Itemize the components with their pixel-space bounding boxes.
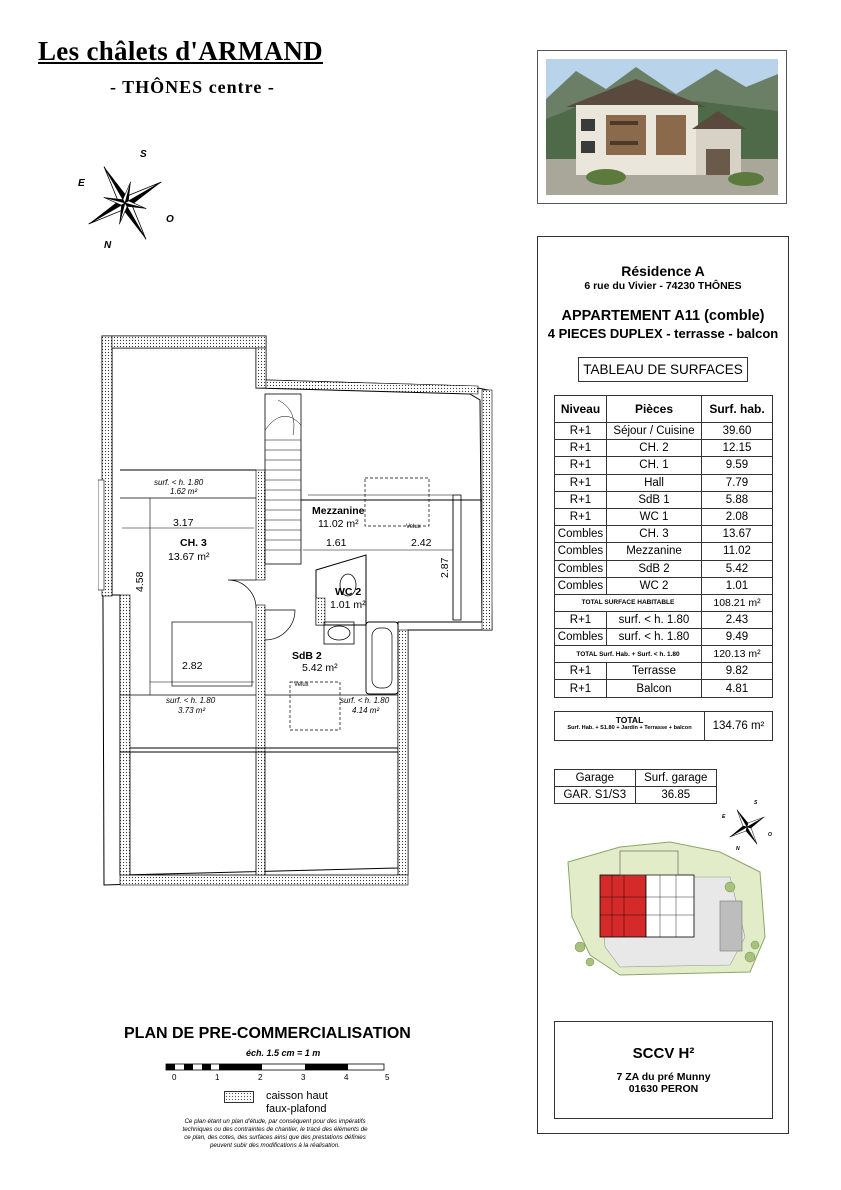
table-row	[555, 423, 773, 440]
table-cell: 1.01	[702, 577, 773, 594]
table-cell: R+1	[555, 663, 607, 680]
site-plan-map	[560, 837, 770, 982]
sdb2-area: 5.42 m²	[302, 662, 338, 674]
disclaimer-text: Ce plan étant un plan d'étude, par conséquent pour des impératifs techniques ou des contraintes de chantier, le tracé des éléments de ce plan, des cotes, des surfaces ainsi que des prestations définies peuvent subir des modifications à la réalisation.	[182, 1118, 368, 1149]
table-row	[555, 680, 773, 697]
compass-s-label: S	[140, 149, 147, 160]
compass-n-label: N	[104, 240, 112, 251]
sdb2-name: SdB 2	[292, 650, 322, 662]
table-cell: 9.49	[702, 629, 773, 646]
table-cell: Séjour / Cuisine	[607, 423, 702, 440]
table-cell: CH. 1	[607, 457, 702, 474]
ch3-name: CH. 3	[180, 537, 207, 549]
table-row	[555, 491, 773, 508]
table-row	[555, 526, 773, 543]
total-habitable-label: TOTAL SURFACE HABITABLE	[555, 594, 702, 611]
info-panel	[537, 236, 789, 1134]
table-cell: surf. < h. 1.80	[607, 611, 702, 628]
scale-tick-3: 3	[301, 1073, 306, 1082]
wc2-name: WC 2	[335, 586, 362, 598]
table-row	[555, 508, 773, 525]
small-compass-n: N	[736, 846, 740, 852]
table-cell: 39.60	[702, 423, 773, 440]
surfaces-table-title: TABLEAU DE SURFACES	[578, 357, 748, 382]
developer-address-1: 7 ZA du pré Munny	[616, 1071, 711, 1083]
dim-282: 2.82	[182, 660, 203, 672]
table-row	[555, 440, 773, 457]
table-cell: Combles	[555, 560, 607, 577]
table-cell: R+1	[555, 680, 607, 697]
table-cell: 5.42	[702, 560, 773, 577]
table-cell: Terrasse	[607, 663, 702, 680]
grand-total-value: 134.76 m²	[712, 720, 765, 732]
residence-name: Résidence A	[621, 263, 705, 279]
scale-bar	[162, 1060, 398, 1086]
table-cell: WC 1	[607, 508, 702, 525]
header-pieces: Pièces	[607, 396, 702, 423]
table-cell: Combles	[555, 543, 607, 560]
header-niveau: Niveau	[555, 396, 607, 423]
table-cell: 9.59	[702, 457, 773, 474]
table-cell: Combles	[555, 629, 607, 646]
legend-text-2: faux-plafond	[266, 1103, 327, 1115]
grand-total-label: TOTAL	[615, 715, 644, 725]
plan-title: PLAN DE PRE-COMMERCIALISATION	[124, 1025, 411, 1042]
scale-tick-0: 0	[172, 1073, 177, 1082]
table-cell: SdB 2	[607, 560, 702, 577]
total-habitable-row	[555, 594, 773, 611]
table-cell: 9.82	[702, 663, 773, 680]
dim-317: 3.17	[173, 517, 194, 529]
table-cell: R+1	[555, 611, 607, 628]
surfaces-table	[554, 395, 773, 698]
developer-name: SCCV H²	[632, 1045, 695, 1062]
table-row	[555, 457, 773, 474]
document-title: Les châlets d'ARMAND	[38, 36, 323, 66]
building-photo-frame	[537, 50, 787, 204]
garage-surf-header: Surf. garage	[635, 770, 716, 787]
surf1-label: surf. < h. 1.80	[154, 478, 204, 487]
table-cell: WC 2	[607, 577, 702, 594]
apartment-description: 4 PIECES DUPLEX - terrasse - balcon	[547, 326, 779, 341]
surf3-label: surf. < h. 1.80	[340, 696, 390, 705]
table-row	[555, 543, 773, 560]
document-subtitle: - THÔNES centre -	[110, 77, 275, 97]
garage-name: GAR. S1/S3	[555, 787, 636, 804]
small-compass-icon	[720, 800, 775, 855]
ch3-area: 13.67 m²	[168, 551, 210, 563]
table-cell: R+1	[555, 474, 607, 491]
total-2-value: 120.13 m²	[702, 646, 773, 663]
table-row	[555, 577, 773, 594]
dim-242: 2.42	[411, 537, 432, 549]
table-row	[555, 560, 773, 577]
grand-total-box	[554, 711, 773, 741]
total-habitable-value: 108.21 m²	[702, 594, 773, 611]
table-cell: Combles	[555, 577, 607, 594]
scale-tick-1: 1	[215, 1073, 220, 1082]
table-row	[555, 629, 773, 646]
scale-tick-4: 4	[344, 1073, 349, 1082]
dim-161: 1.61	[326, 537, 347, 549]
dim-458: 4.58	[134, 571, 146, 592]
legend-swatch	[224, 1091, 254, 1103]
compass-rose-icon	[70, 148, 180, 258]
developer-box	[554, 1021, 773, 1119]
legend-text-1: caisson haut	[266, 1090, 328, 1102]
compass-o-label: O	[166, 214, 174, 225]
floor-plan	[98, 330, 498, 890]
residence-address: 6 rue du Vivier - 74230 THÔNES	[584, 280, 742, 292]
table-cell: R+1	[555, 508, 607, 525]
mezzanine-name: Mezzanine	[312, 505, 365, 517]
table-row	[555, 611, 773, 628]
garage-surf: 36.85	[635, 787, 716, 804]
velux-label-mezz: Velux	[406, 524, 421, 530]
total-2-label: TOTAL Surf. Hab. + Surf. < h. 1.80	[555, 646, 702, 663]
table-cell: 4.81	[702, 680, 773, 697]
developer-address-2: 01630 PERON	[628, 1083, 699, 1095]
header-surf-hab: Surf. hab.	[702, 396, 773, 423]
table-cell: Mezzanine	[607, 543, 702, 560]
scale-tick-2: 2	[258, 1073, 263, 1082]
table-row	[555, 474, 773, 491]
garage-header: Garage	[555, 770, 636, 787]
table-cell: R+1	[555, 440, 607, 457]
table-cell: 2.08	[702, 508, 773, 525]
table-cell: 7.79	[702, 474, 773, 491]
table-cell: 2.43	[702, 611, 773, 628]
apartment-title: APPARTEMENT A11 (comble)	[561, 308, 765, 324]
small-compass-o: O	[768, 832, 772, 838]
surf2-area: 3.73 m²	[178, 706, 206, 715]
surf2-label: surf. < h. 1.80	[166, 696, 216, 705]
scale-tick-5: 5	[385, 1073, 390, 1082]
table-cell: SdB 1	[607, 491, 702, 508]
table-row	[555, 663, 773, 680]
velux-label-sdb: Velux	[294, 682, 309, 688]
table-cell: Hall	[607, 474, 702, 491]
table-cell: CH. 2	[607, 440, 702, 457]
table-cell: R+1	[555, 423, 607, 440]
scale-label: éch. 1.5 cm = 1 m	[246, 1048, 321, 1058]
surf3-area: 4.14 m²	[352, 706, 380, 715]
table-cell: Balcon	[607, 680, 702, 697]
wc2-area: 1.01 m²	[330, 599, 366, 611]
table-cell: R+1	[555, 457, 607, 474]
table-cell: R+1	[555, 491, 607, 508]
table-cell: 11.02	[702, 543, 773, 560]
compass-e-label: E	[78, 178, 85, 189]
small-compass-s: S	[754, 800, 758, 806]
table-cell: Combles	[555, 526, 607, 543]
table-cell: 5.88	[702, 491, 773, 508]
total-2-row	[555, 646, 773, 663]
building-photo	[546, 59, 778, 195]
mezzanine-area: 11.02 m²	[318, 518, 359, 530]
table-cell: 12.15	[702, 440, 773, 457]
table-cell: 13.67	[702, 526, 773, 543]
garage-table	[554, 769, 717, 804]
surf1-area: 1.62 m²	[170, 487, 198, 496]
small-compass-e: E	[722, 814, 726, 820]
table-cell: surf. < h. 1.80	[607, 629, 702, 646]
grand-total-sub: Surf. Hab. + S1.80 + Jardin + Terrasse + balcon	[567, 725, 692, 731]
table-cell: CH. 3	[607, 526, 702, 543]
dim-287: 2.87	[439, 557, 451, 578]
